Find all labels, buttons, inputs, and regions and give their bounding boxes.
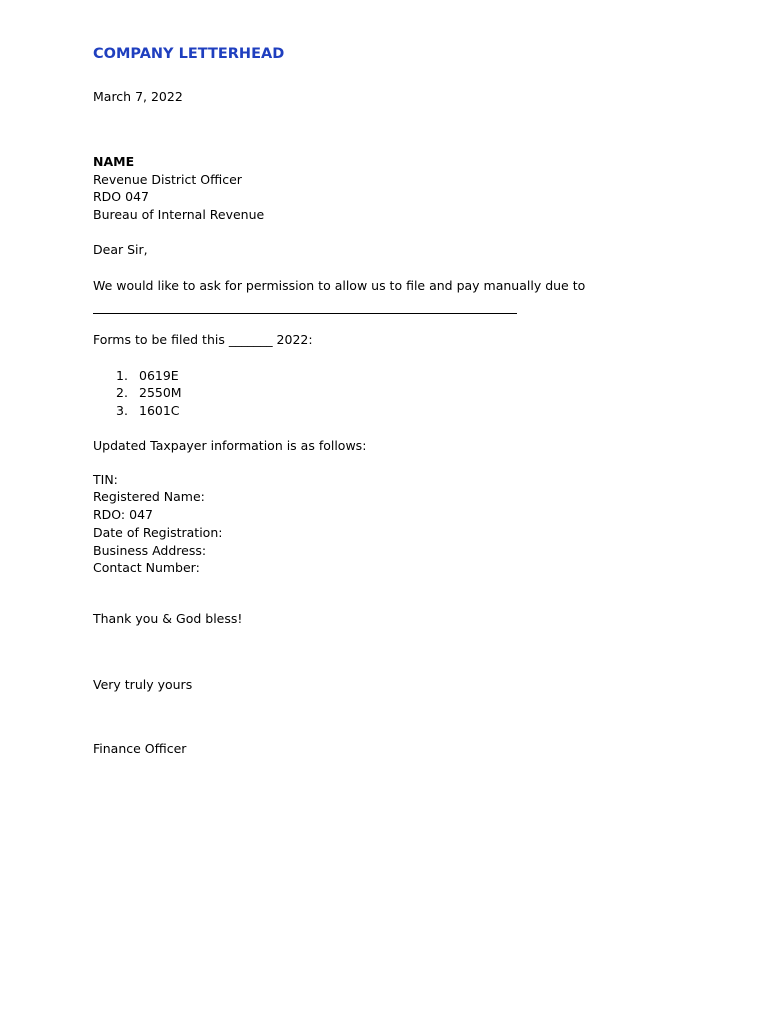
list-item-number: 3. bbox=[116, 403, 128, 418]
field-business-address: Business Address: bbox=[93, 543, 207, 558]
list-item bbox=[116, 385, 182, 401]
form-code: 2550M bbox=[139, 385, 182, 400]
recipient-rdo: RDO 047 bbox=[93, 189, 149, 204]
field-tin: TIN: bbox=[93, 472, 118, 487]
field-rdo: RDO: 047 bbox=[93, 507, 153, 522]
closing-phrase: Very truly yours bbox=[93, 677, 193, 692]
company-letterhead: COMPANY LETTERHEAD bbox=[93, 46, 285, 62]
list-item bbox=[116, 403, 180, 419]
closing-thanks: Thank you & God bless! bbox=[93, 611, 243, 626]
recipient-agency: Bureau of Internal Revenue bbox=[93, 207, 265, 222]
salutation: Dear Sir, bbox=[93, 242, 148, 257]
field-date-of-registration: Date of Registration: bbox=[93, 525, 223, 540]
list-item-number: 1. bbox=[116, 368, 128, 383]
list-item bbox=[116, 368, 179, 384]
letter-date: March 7, 2022 bbox=[93, 89, 183, 104]
form-code: 1601C bbox=[139, 403, 180, 418]
form-code: 0619E bbox=[139, 368, 179, 383]
recipient-title: Revenue District Officer bbox=[93, 172, 242, 187]
list-item-number: 2. bbox=[116, 385, 128, 400]
reason-blank-line bbox=[93, 313, 517, 314]
request-paragraph: We would like to ask for permission to allow us to file and pay manually due to bbox=[93, 278, 586, 293]
forms-intro: Forms to be filed this _______ 2022: bbox=[93, 332, 313, 347]
field-contact-number: Contact Number: bbox=[93, 560, 200, 575]
taxpayer-intro: Updated Taxpayer information is as follows: bbox=[93, 438, 367, 453]
field-registered-name: Registered Name: bbox=[93, 489, 205, 504]
signatory: Finance Officer bbox=[93, 741, 187, 756]
recipient-name: NAME bbox=[93, 154, 135, 169]
